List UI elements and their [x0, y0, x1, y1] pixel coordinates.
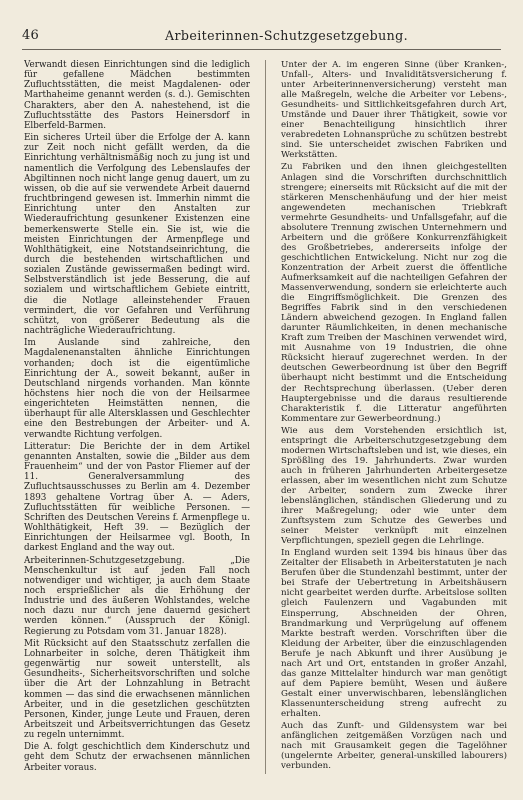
header-rule [22, 49, 501, 50]
page-header [22, 28, 501, 48]
column-divider [265, 60, 266, 774]
paragraph: Zu Fabriken und den ihnen gleichgestellten Anlagen sind die Vorschriften durchschnittlich strengere; einerseits mit Rücksicht auf die mit der stärkeren Menschenhäufung und der hier meist angewendeten mechanischen Triebkraft vermehrte Gesundheits- und Unfallsgefahr, auf die absolutere Trennung zwischen Unternehmern und Arbeitern und die größere Konkurrenzfähigkeit des Großbetriebes, andererseits infolge der geschichtlichen Entwickelung. Nicht nur zog die Konzentration der Arbeit zuerst die öffentliche Aufmerksamkeit auf die nachteiligen Gefahren der Massenverwendung, sondern sie erleichterte auch die Eingriffsmöglichkeit. Die Grenzen des Begriffes Fabrik sind in den verschiedenen Ländern abweichend gezogen. In England fallen darunter Räumlichkeiten, in denen mechanische Kraft zum Treiben der Maschinen verwendet wird, mit Ausnahme von 19 Industrien, die ohne Rücksicht hierauf zugerechnet werden. In der deutschen Gewerbeordnung ist über den Begriff überhaupt nicht bestimmt und die Entscheidung der Rechtsprechung überlassen. (Ueber deren Hauptergebnisse und die daraus resultierende Charakteristik f. die Litteratur angeführten Kommentare zur Gewerbeordnung.) [281, 162, 507, 424]
paragraph: In England wurden seit 1394 bis hinaus über das Zeitalter der Elisabeth in Arbeiterstatuten je nach Berufen über die Stundenzahl bestimmt, unter der bei Strafe der Uebertretung in Arbeitshäusern nicht gearbeitet werden durfte. Arbeitslose sollten gleich Faulenzern und Vagabunden mit Einsperrung, Abschneiden der Ohren, Brandmarkung und Verprügelung auf offenem Markte bestraft werden. Vorschriften über die Kleidung der Arbeiter, über die einzuschlagenden Berufe je nach Abkunft und ihrer Ausübung je nach Art und Ort, entstanden in großer Anzahl, das ganze Mittelalter hindurch war man genötigt auf dem Papiere bemüht, Wesen und äußere Gestalt einer unverwischbaren, lebenslänglichen Klassenunterscheidung streng aufrecht zu erhalten. [281, 548, 507, 719]
left-column [24, 60, 250, 780]
page-number: 46 [22, 28, 39, 43]
paragraph: Unter der A. im engeren Sinne (über Kranken-, Unfall-, Alters- und Invaliditätsversicherung f. unter Arbeiterinnenversicherung) versteht man alle Maßregeln, welche die Arbeiter vor Lebens-, Gesundheits- und Sittlichkeitsgefahren durch Art, Umstände und Dauer ihrer Thätigkeit, sowie vor einer Benachteiligung hinsichtlich ihrer verabredeten Lohnansprüche zu schützen bestrebt sind. Sie unterscheidet zwischen Fabriken und Werkstätten. [281, 60, 507, 161]
paragraph: Wie aus dem Vorstehenden ersichtlich ist, entspringt die Arbeiterschutzgesetzgebung dem modernen Wirtschaftsleben und ist, wie dieses, ein Sprößling des 19. Jahrhunderts. Zwar wurden auch in früheren Jahrhunderten Arbeitergesetze erlassen, aber im wesentlichen nicht zum Schutze der Arbeiter, sondern zum Zwecke ihrer lebenslänglichen, ständischen Gliederung und zu ihrer Maßregelung; oder wie unter dem Zunftsystem zum Schutze des Gewerbes und seiner Meister verknüpft mit einzelnen Verpflichtungen, speziell gegen die Lehrlinge. [281, 425, 507, 547]
paragraph: Die A. folgt geschichtlich dem Kinderschutz und geht dem Schutz der erwachsenen männlichen Arbeiter voraus. [24, 742, 250, 773]
running-title: Arbeiterinnen-Schutzgesetzgebung. [164, 28, 409, 43]
paragraph: Auch das Zunft- und Gildensystem war bei anfänglichen zeitgemäßen Vorzügen nach und nach mit Grausamkeit gegen die Tagelöhner (ungelernte Arbeiter, general-unskilled labourers) verbunden. [281, 721, 507, 772]
paragraph: Arbeiterinnen-Schutzgesetzgebung. „Die Menschenkultur ist auf jeden Fall noch notwendiger und wichtiger, ja auch dem Staate noch ersprießlicher als die Erhöhung der Industrie und des äußeren Wohlstandes, welche noch dazu nur durch jene dauernd gesichert werden können.“ (Ausspruch der Königl. Regierung zu Potsdam vom 31. Januar 1828). [24, 555, 250, 637]
paragraph: Litteratur: Die Berichte der in dem Artikel genannten Anstalten, sowie die „Bilder aus dem Frauenheim“ und der von Pastor Fliemer auf der 11. Generalversammlung des Zufluchtsausschusses zu Berlin am 4. Dezember 1893 gehaltene Vortrag über A. — Aders, Zufluchtsstätten für weibliche Personen. — Schriften des Deutschen Vereins f. Armenpflege u. Wohlthätigkeit, Heft 39. — Bezüglich der Einrichtungen der Heilsarmee vgl. Booth, In darkest England and the way out. [24, 441, 250, 554]
paragraph: Im Auslande sind zahlreiche, den Magdalenenanstalten ähnliche Einrichtungen vorhanden; doch ist die eigentümliche Einrichtung der A., soweit bekannt, außer in Deutschland nirgends vorhanden. Man könnte höchstens hier noch die von der Heilsarmee eingerichteten Heimstätten nennen, die überhaupt für alle Altersklassen und Geschlechter eine den Bestrebungen der Arbeiter- und A. verwandte Richtung verfolgen. [24, 338, 250, 440]
right-column [281, 60, 507, 780]
paragraph: Ein sicheres Urteil über die Erfolge der A. kann zur Zeit noch nicht gefällt werden, da die Einrichtung verhältnismäßig noch zu jung ist und namentlich die Verfolgung des Lebenslaufes der Abgiltinnen noch nicht lange genug dauert, um zu wissen, ob die auf sie verwendete Arbeit dauernd fruchtbringend gewesen ist. Immerhin nimmt die Einrichtung unter den Anstalten zur Wiederaufrichtung gesunkener Existenzen eine bemerkenswerte Stelle ein. Sie ist, wie die meisten Einrichtungen der Armenpflege und Wohlthätigkeit, eine Notstandseinrichtung, die durch die bestehenden wirtschaftlichen und sozialen Zustände gewissermaßen bedingt wird. Selbstverständlich ist jede Besserung, die auf sozialem und wirtschaftlichem Gebiete eintritt, die die Notlage alleinstehender Frauen vermindert, die vor Gefahren und Verführung schützt, von größerer Bedeutung als die nachträgliche Wiederaufrichtung. [24, 133, 250, 337]
paragraph: Mit Rücksicht auf den Staatsschutz zerfallen die Lohnarbeiter in solche, deren Thätigkeit ihm gegenwärtig nur soweit unterstellt, als Gesundheits-, Sicherheitsvorschriften und solche über die Art der Lohnzahlung in Betracht kommen — das sind die erwachsenen männlichen Arbeiter, und in die gesetzlichen geschützten Personen, Kinder, junge Leute und Frauen, deren Arbeitszeit und Arbeitsverrichtungen das Gesetz zu regeln unternimmt. [24, 638, 250, 741]
paragraph: Verwandt diesen Einrichtungen sind die lediglich für gefallene Mädchen bestimmten Zufluchtsstätten, die meist Magdalenen- oder Marthaheime genannt werden (s. d.). Gemischten Charakters, aber den A. nahestehend, ist die Zufluchtsstätte des Pastors Heinersdorf in Elberfeld-Barmen. [24, 60, 250, 131]
